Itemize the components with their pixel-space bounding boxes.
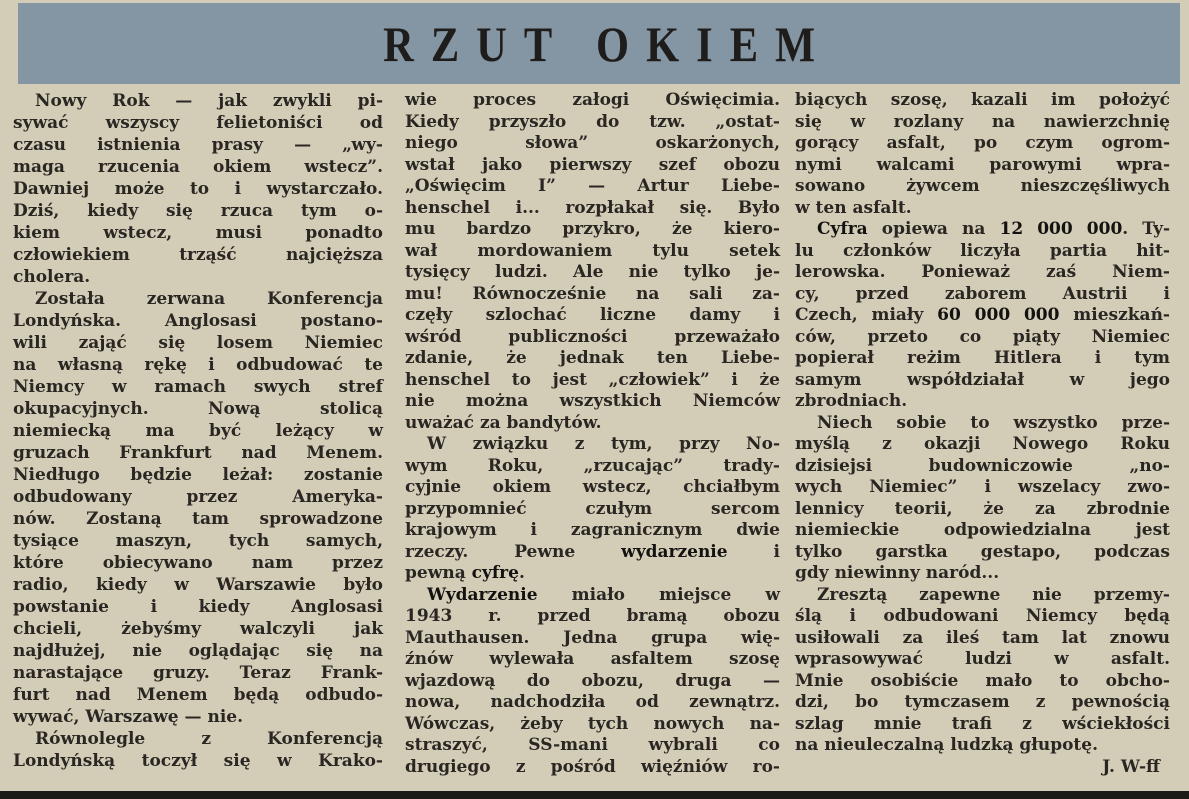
text-line: okupacyjnych. Nową stolicą (13, 399, 383, 419)
bottom-rule (0, 791, 1189, 799)
text-line: lennicy teorii, że za zbrodnie (795, 498, 1170, 519)
text-line: sywać wszyscy felietoniści od (13, 113, 383, 133)
text-line: Dawniej może to i wystarczało. (13, 179, 383, 199)
text-line: częły szlochać liczne damy i (405, 305, 780, 325)
text-segment: miało miejsce w (537, 584, 780, 605)
text-line: Nowy Rok — jak zwykli pi- (35, 91, 383, 111)
text-line: ślą i odbudowani Niemcy będą (795, 606, 1170, 626)
text-segment: rzeczy. Pewne (405, 541, 622, 562)
text-line: nie można wszystkich Niemców (405, 391, 780, 411)
text-segment: i (727, 541, 780, 562)
text-segment: Czech, miały (795, 305, 938, 325)
text-line: najdłużej, nie oglądając się na (13, 641, 383, 661)
text-line: Została zerwana Konferencja (35, 289, 383, 309)
text-line: tysiące maszyn, tych samych, (13, 531, 383, 551)
text-line: Równolegle z Konferencją (35, 729, 383, 749)
text-line: cholera. (13, 267, 91, 287)
text-line: na własną rękę i odbudować te (13, 355, 383, 375)
text-line: niemiecką ma być leżący w (13, 421, 383, 441)
text-line: Niemcy w ramach swych stref (13, 377, 383, 397)
text-line: gruzach Frankfurt nad Menem. (13, 443, 383, 463)
text-line (795, 219, 1170, 241)
text-line: myślą z okazji Nowego Roku (795, 434, 1170, 454)
text-line: wym Roku, „rzucając” trady- (405, 455, 780, 476)
text-line: wśród publiczności przeważało (405, 326, 780, 347)
text-line: nów. Zostaną tam sprowadzone (13, 509, 383, 529)
author-signature: J. W-ff (1102, 756, 1160, 777)
paragraph (13, 90, 383, 288)
text-line: nowa, nadchodziła od zewnątrz. (405, 692, 780, 712)
text-line: się w rozlany na nawierzchnię (795, 111, 1170, 132)
text-line: mu bardzo przykro, że kiero- (405, 219, 780, 239)
text-line: 1943 r. przed bramą obozu (405, 606, 780, 626)
text-line: odbudowany przez Ameryka- (13, 487, 383, 507)
text-line: powstanie i kiedy Anglosasi (13, 597, 383, 617)
text-line: furt nad Menem będą odbudo- (13, 685, 383, 705)
text-segment: opiewa na (867, 219, 1000, 239)
text-line: zbrodniach. (795, 391, 908, 411)
emphasized-text: wydarzenie (621, 541, 728, 562)
paragraph (795, 219, 1170, 413)
text-line: sowano żywcem nieszczęśliwych (795, 176, 1170, 196)
column-header-banner (18, 3, 1180, 84)
text-line: wili zająć się losem Niemiec (13, 333, 383, 353)
text-line: wprasowywać ludzi w asfalt. (795, 649, 1170, 669)
text-line: źnów wylewała asfaltem szosę (405, 649, 780, 669)
text-line: gdy niewinny naród... (795, 563, 1000, 583)
text-line: Mnie osobiście mało to obcho- (795, 670, 1170, 691)
paragraph (795, 413, 1170, 585)
text-line: które obiecywano nam przez (13, 553, 383, 573)
paragraph (13, 288, 383, 728)
text-line: radio, kiedy w Warszawie było (13, 575, 383, 595)
text-line: zdanie, że jednak ten Liebe- (405, 348, 780, 368)
text-segment: . (518, 563, 525, 583)
emphasized-text: cyfrę (471, 563, 519, 583)
text-line (405, 585, 780, 607)
text-line: wywać, Warszawę — nie. (13, 707, 244, 727)
text-line: człowiekiem trząść najcięższa (13, 245, 383, 265)
text-line: wstał jako pierwszy szef obozu (405, 154, 780, 175)
text-segment: pewną (405, 563, 472, 583)
text-line: nymi walcami parowymi wpra- (795, 154, 1170, 175)
text-line: mu! Równocześnie na sali za- (405, 283, 780, 304)
text-line: henschel i... rozpłakał się. Było (405, 197, 780, 218)
text-segment: . Ty- (1122, 219, 1170, 239)
text-line: biących szosę, kazali im położyć (795, 90, 1170, 110)
text-line: popierał reżim Hitlera i tym (795, 348, 1170, 368)
text-line: Mauthausen. Jedna grupa wię- (405, 627, 780, 648)
text-line: cy, przed zaborem Austrii i (795, 283, 1170, 304)
emphasized-text: 12 000 000 (999, 219, 1123, 239)
text-line: straszyć, SS-mani wybrali co (405, 735, 780, 755)
text-line: czasu istnienia prasy — „wy- (13, 135, 383, 155)
text-line: chcieli, żebyśmy walczyli jak (13, 619, 383, 639)
text-line: narastające gruzy. Teraz Frank- (13, 663, 383, 683)
emphasized-text: Wydarzenie (427, 584, 538, 605)
text-line: wał mordowaniem tylu setek (405, 240, 780, 261)
text-line: Londyńską toczył się w Krako- (13, 751, 383, 771)
text-line: szlag mnie trafi z wściekłości (795, 713, 1170, 734)
text-line: krajowym i zagranicznym dwie (405, 520, 780, 540)
text-line: Niech sobie to wszystko prze- (817, 412, 1170, 433)
text-segment: mieszkań- (1059, 305, 1170, 325)
text-line (405, 542, 780, 564)
text-line: wjazdową do obozu, druga — (405, 670, 780, 691)
text-line: tylko garstka gestapo, podczas (795, 541, 1170, 562)
text-line: uważać za bandytów. (405, 412, 602, 433)
text-line: na nieuleczalną ludzką głupotę. (795, 735, 1099, 755)
text-line: niemieckie odpowiedzialna jest (795, 520, 1170, 540)
text-line: drugiego z pośród więźniów ro- (405, 756, 780, 777)
article-column-3 (795, 90, 1170, 778)
text-line: kiem wstecz, musi ponadto (13, 223, 383, 243)
text-line: „Oświęcim I” — Artur Liebe- (405, 176, 780, 196)
text-line: niego słowa” oskarżonych, (405, 133, 780, 153)
paragraph (405, 585, 780, 779)
text-line: Londyńska. Anglosasi postano- (13, 311, 383, 331)
text-line (795, 305, 1170, 327)
text-line: Wówczas, żeby tych nowych na- (405, 713, 780, 734)
text-line: ców, przeto co piąty Niemiec (795, 326, 1170, 347)
text-line: wych Niemiec” i wszelacy zwo- (795, 477, 1170, 497)
text-line: usiłowali za ileś tam lat znowu (795, 627, 1170, 648)
text-line: przypomnieć czułym sercom (405, 498, 780, 519)
paragraph (795, 585, 1170, 757)
column-title: RZUT OKIEM (382, 15, 833, 72)
text-line: w ten asfalt. (795, 197, 912, 218)
text-line: dzi, bo tymczasem z pewnością (795, 692, 1170, 712)
text-line: lu członków liczyła partia hit- (795, 240, 1170, 261)
paragraph (405, 434, 780, 585)
text-line: Kiedy przyszło do tzw. „ostat- (405, 111, 780, 132)
text-line: cyjnie okiem wstecz, chciałbym (405, 477, 780, 497)
text-line: samym współdziałał w jego (795, 369, 1170, 390)
text-line (405, 563, 780, 585)
text-line: W związku z tym, przy No- (427, 434, 780, 454)
article-column-1 (13, 90, 383, 772)
emphasized-text: Cyfra (817, 219, 868, 239)
text-line: tysięcy ludzi. Ale nie tylko je- (405, 262, 780, 282)
emphasized-text: 60 000 000 (937, 305, 1060, 325)
article-column-2 (405, 90, 780, 778)
text-line: lerowska. Ponieważ zaś Niem- (795, 262, 1170, 282)
paragraph (795, 90, 1170, 219)
text-line: wie proces załogi Oświęcimia. (405, 90, 780, 110)
paragraph (13, 728, 383, 772)
text-line: henschel to jest „człowiek” i że (405, 369, 780, 390)
paragraph (405, 90, 780, 434)
text-line: maga rzucenia okiem wstecz”. (13, 157, 383, 177)
text-line: dzisiejsi budowniczowie „no- (795, 455, 1170, 476)
text-line: Niedługo będzie leżał: zostanie (13, 465, 383, 485)
text-line: gorący asfalt, po czym ogrom- (795, 133, 1170, 153)
text-line: Zresztą zapewne nie przemy- (817, 584, 1170, 605)
text-line: Dziś, kiedy się rzuca tym o- (13, 201, 383, 221)
